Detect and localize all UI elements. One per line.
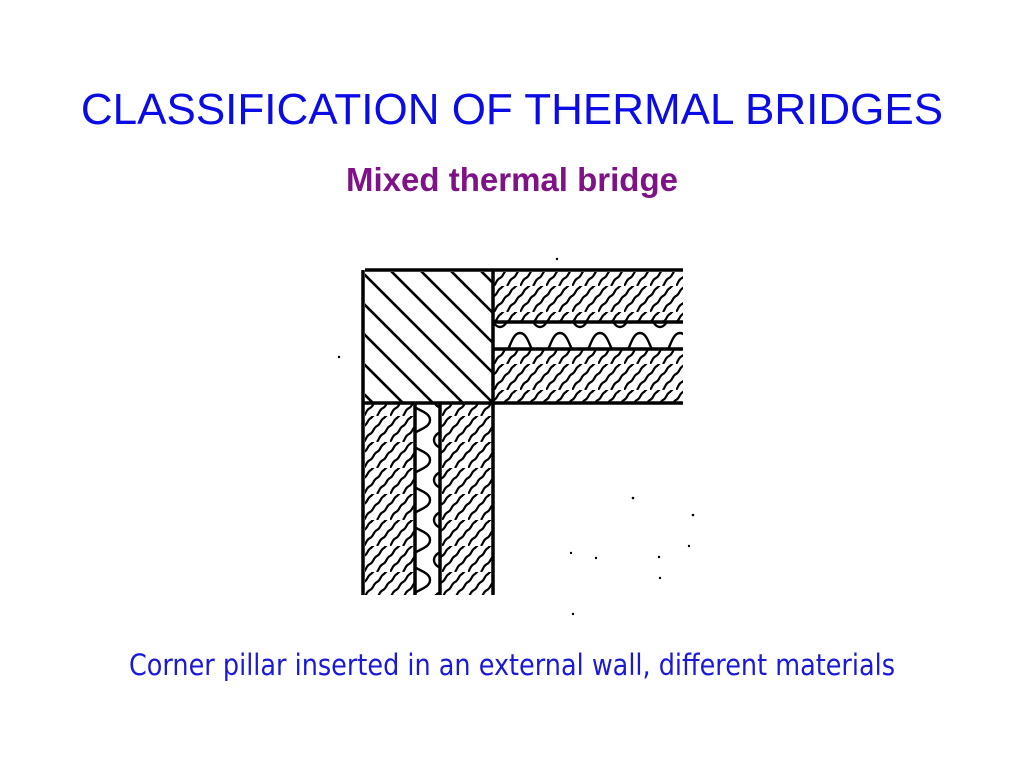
- corner-pillar: [365, 272, 493, 403]
- wall-corner-section-diagram: [330, 250, 700, 620]
- slide-subtitle: Mixed thermal bridge: [346, 161, 678, 198]
- slide-title: CLASSIFICATION OF THERMAL BRIDGES: [80, 85, 944, 134]
- insulation-layer-horizontal: [493, 322, 683, 349]
- slide-caption: Corner pillar inserted in an external wall, different materials: [128, 648, 896, 682]
- wall-inner-leaf-horizontal: [493, 349, 683, 403]
- wall-outer-leaf-vertical: [365, 403, 415, 595]
- wall-inner-leaf-vertical: [440, 403, 493, 595]
- wall-outer-leaf-horizontal: [493, 272, 683, 322]
- insulation-layer-vertical: [415, 403, 440, 595]
